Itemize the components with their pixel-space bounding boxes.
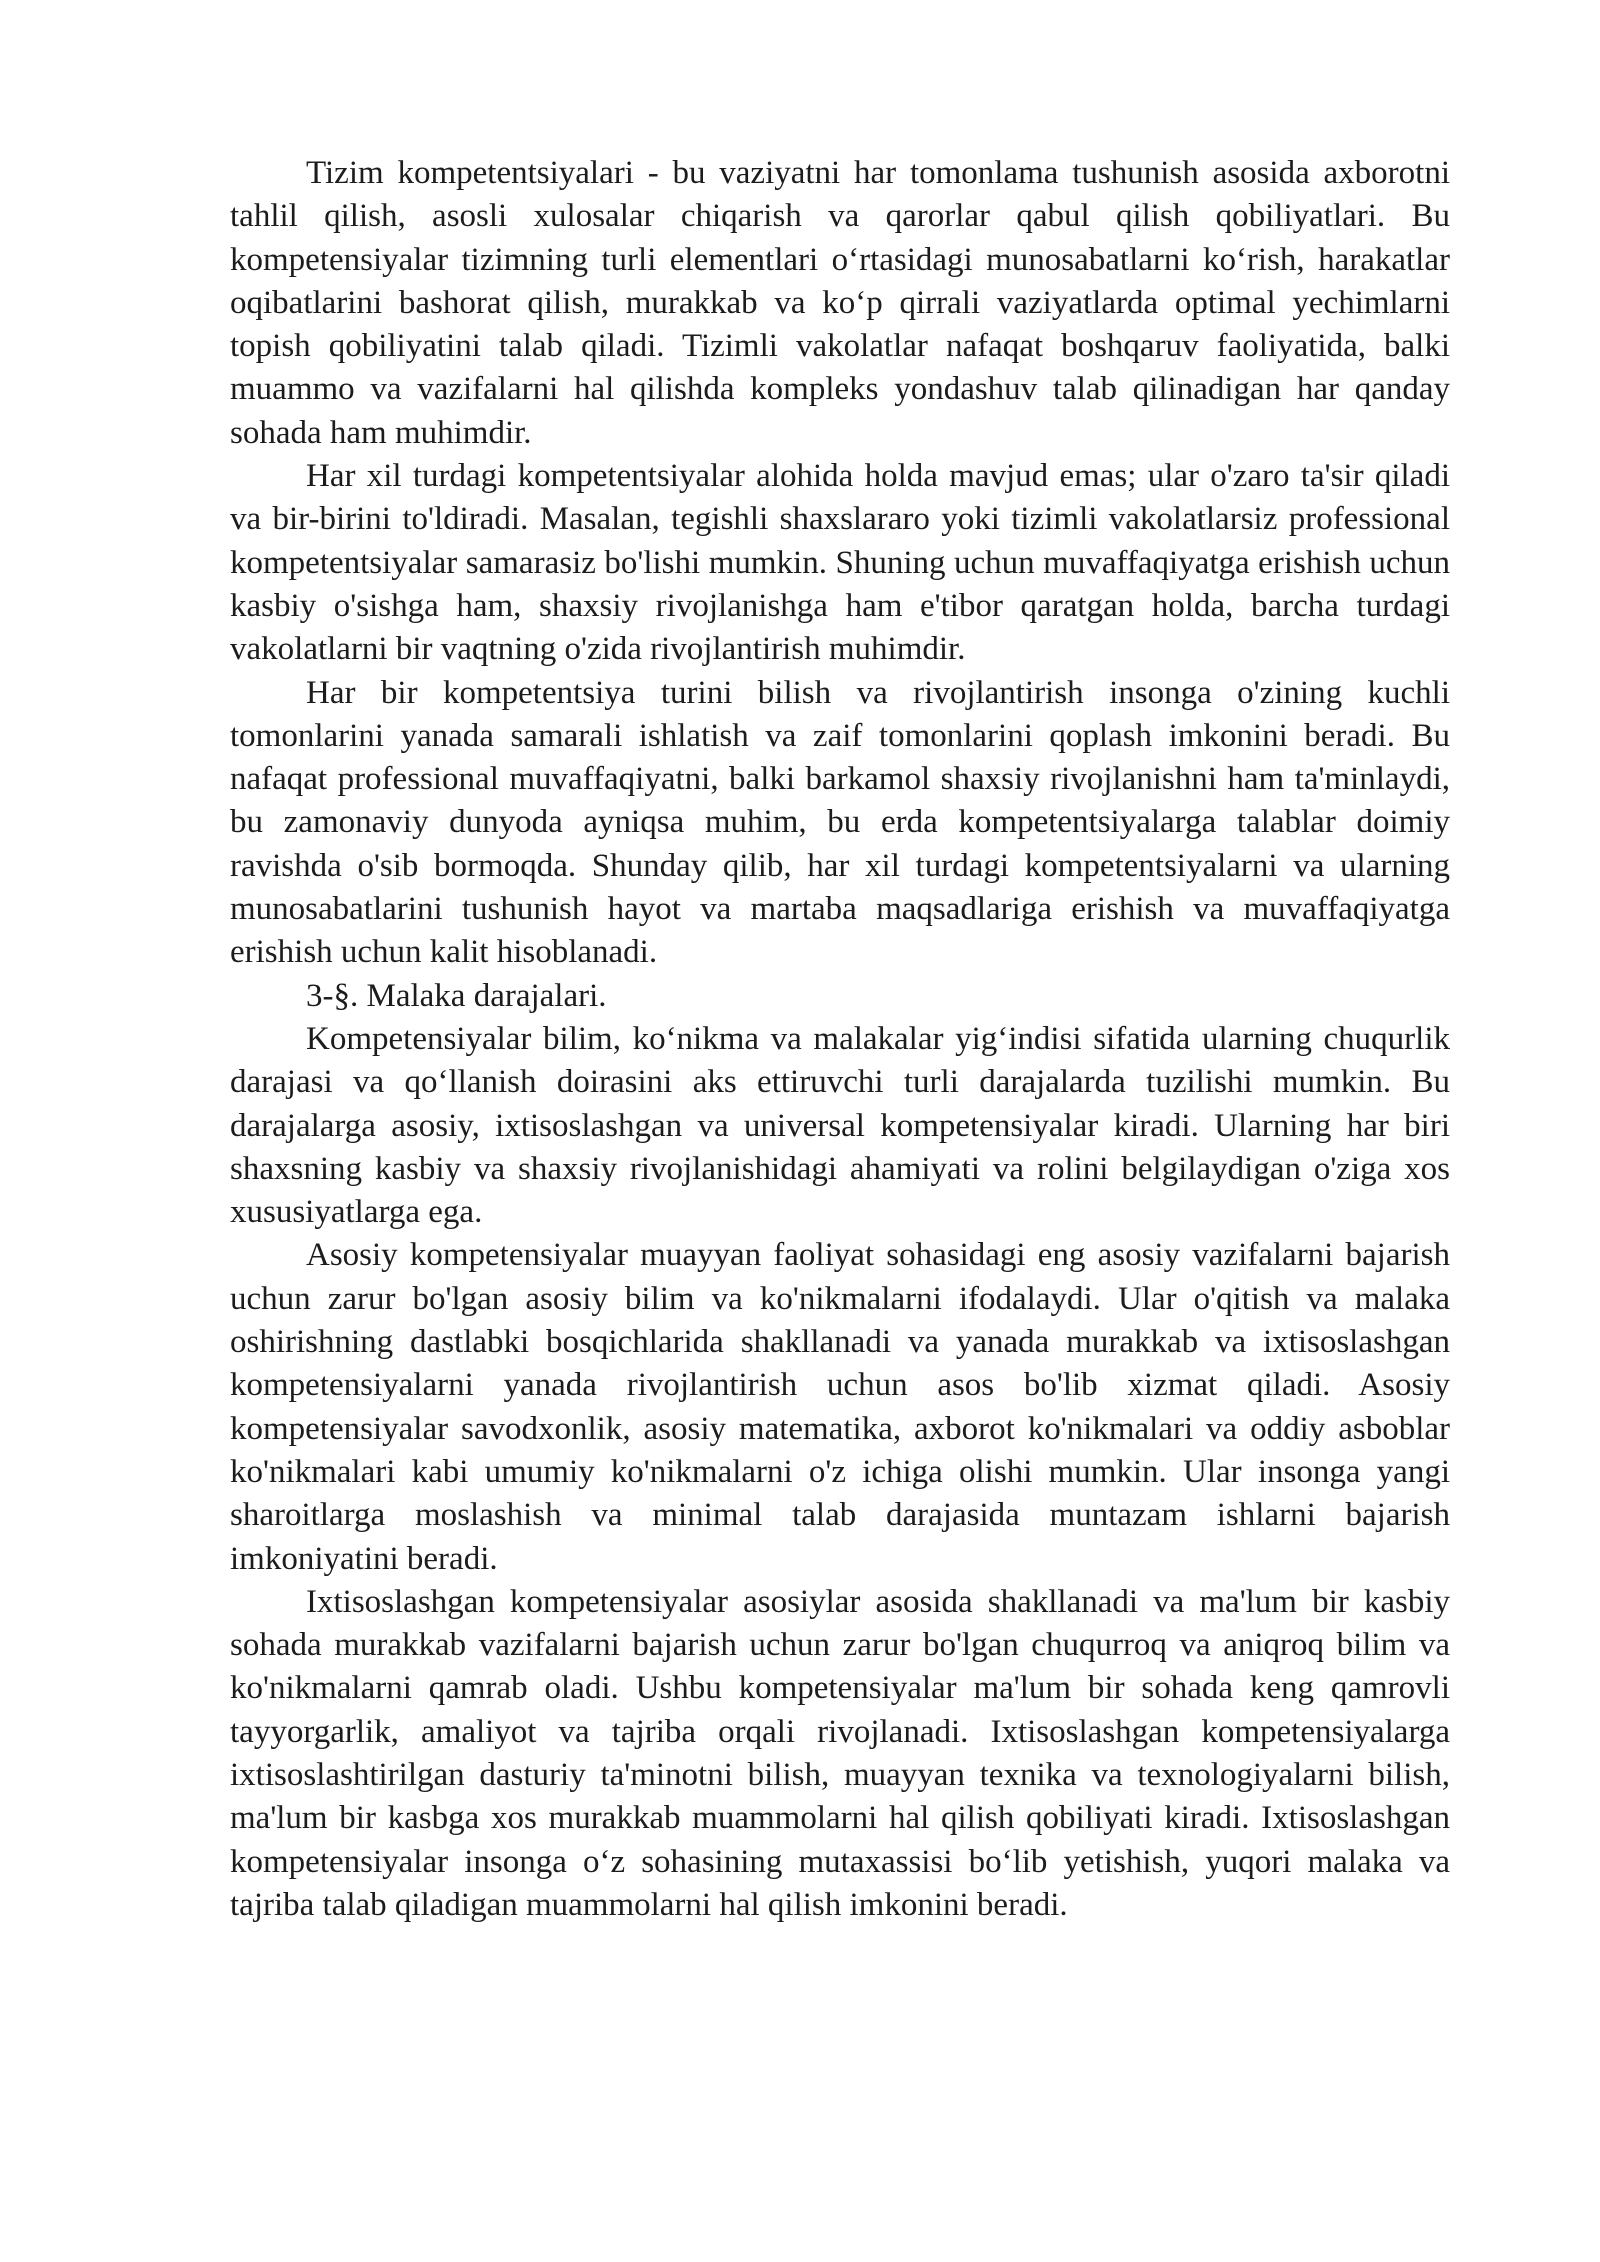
paragraph-basic-competencies: Asosiy kompetensiyalar muayyan faoliyat sohasidagi eng asosiy vazifalarni bajarish uchun zarur bo'lgan asosiy bilim va ko'nikmalarni ifodalaydi. Ular o'qitish va malaka oshirishning dastlabki bosqichlarida shakllanadi va yanada murakkab va ixtisoslashgan kompetensiyalarni yanada rivojlantirish uchun asos bo'lib xizmat qiladi. Asosiy kompetensiyalar savodxonlik, asosiy matematika, axborot ko'nikmalari va oddiy asboblar ko'nikmalari kabi umumiy ko'nikmalarni o'z ichiga olishi mumkin. Ular insonga yangi sharoitlarga moslashish va minimal talab darajasida muntazam ishlarni bajarish imkoniyatini beradi. [230, 1237, 1450, 1577]
section-heading: 3-§. Malaka darajalari. [306, 977, 607, 1014]
paragraph-competency-development: Har bir kompetentsiya turini bilish va rivojlantirish insonga o'zining kuchli tomonlarini yanada samarali ishlatish va zaif tomonlarini qoplash imkonini beradi. Bu nafaqat professional muvaffaqiyatni, balki barkamol shaxsiy rivojlanishni ham ta'minlaydi, bu zamonaviy dunyoda ayniqsa muhim, bu erda kompetentsiyalarga talablar doimiy ravishda o'sib bormoqda. Shunday qilib, har xil turdagi kompetentsiyalarni va ularning munosabatlarini tushunish hayot va martaba maqsadlariga erishish va muvaffaqiyatga erishish uchun kalit hisoblanadi. [230, 674, 1450, 971]
paragraph-specialized-competencies: Ixtisoslashgan kompetensiyalar asosiylar asosida shakllanadi va ma'lum bir kasbiy sohada murakkab vazifalarni bajarish uchun zarur bo'lgan chuqurroq va aniqroq bilim va ko'nikmalarni qamrab oladi. Ushbu kompetensiyalar ma'lum bir sohada keng qamrovli tayyorgarlik, amaliyot va tajriba orqali rivojlanadi. Ixtisoslashgan kompetensiyalarga ixtisoslashtirilgan dasturiy ta'minotni bilish, muayyan texnika va texnologiyalarni bilish, ma'lum bir kasbga xos murakkab muammolarni hal qilish qobiliyati kiradi. Ixtisoslashgan kompetensiyalar insonga o‘z sohasining mutaxassisi bo‘lib yetishish, yuqori malaka va tajriba talab qiladigan muammolarni hal qilish imkonini beradi. [230, 1583, 1450, 1923]
paragraph-competency-interaction: Har xil turdagi kompetentsiyalar alohida holda mavjud emas; ular o'zaro ta'sir qiladi va bir-birini to'ldiradi. Masalan, tegishli shaxslararo yoki tizimli vakolatlarsiz professional kompetentsiyalar samarasiz bo'lishi mumkin. Shuning uchun muvaffaqiyatga erishish uchun kasbiy o'sishga ham, shaxsiy rivojlanishga ham e'tibor qaratgan holda, barcha turdagi vakolatlarni bir vaqtning o'zida rivojlantirish muhimdir. [230, 458, 1450, 668]
paragraph-competency-levels: Kompetensiyalar bilim, ko‘nikma va malakalar yig‘indisi sifatida ularning chuqurlik darajasi va qo‘llanish doirasini aks ettiruvchi turli darajalarda tuzilishi mumkin. Bu darajalarga asosiy, ixtisoslashgan va universal kompetensiyalar kiradi. Ularning har biri shaxsning kasbiy va shaxsiy rivojlanishidagi ahamiyati va rolini belgilaydigan o'ziga xos xususiyatlarga ega. [230, 1020, 1450, 1231]
document-page [230, 152, 1450, 1927]
paragraph-system-competencies: Tizim kompetentsiyalari - bu vaziyatni har tomonlama tushunish asosida axborotni tahlil qilish, asosli xulosalar chiqarish va qarorlar qabul qilish qobiliyatlari. Bu kompetensiyalar tizimning turli elementlari o‘rtasidagi munosabatlarni ko‘rish, harakatlar oqibatlarini bashorat qilish, murakkab va ko‘p qirrali vaziyatlarda optimal yechimlarni topish qobiliyatini talab qiladi. Tizimli vakolatlar nafaqat boshqaruv faoliyatida, balki muammo va vazifalarni hal qilishda kompleks yondashuv talab qilinadigan har qanday sohada ham muhimdir. [230, 155, 1450, 451]
